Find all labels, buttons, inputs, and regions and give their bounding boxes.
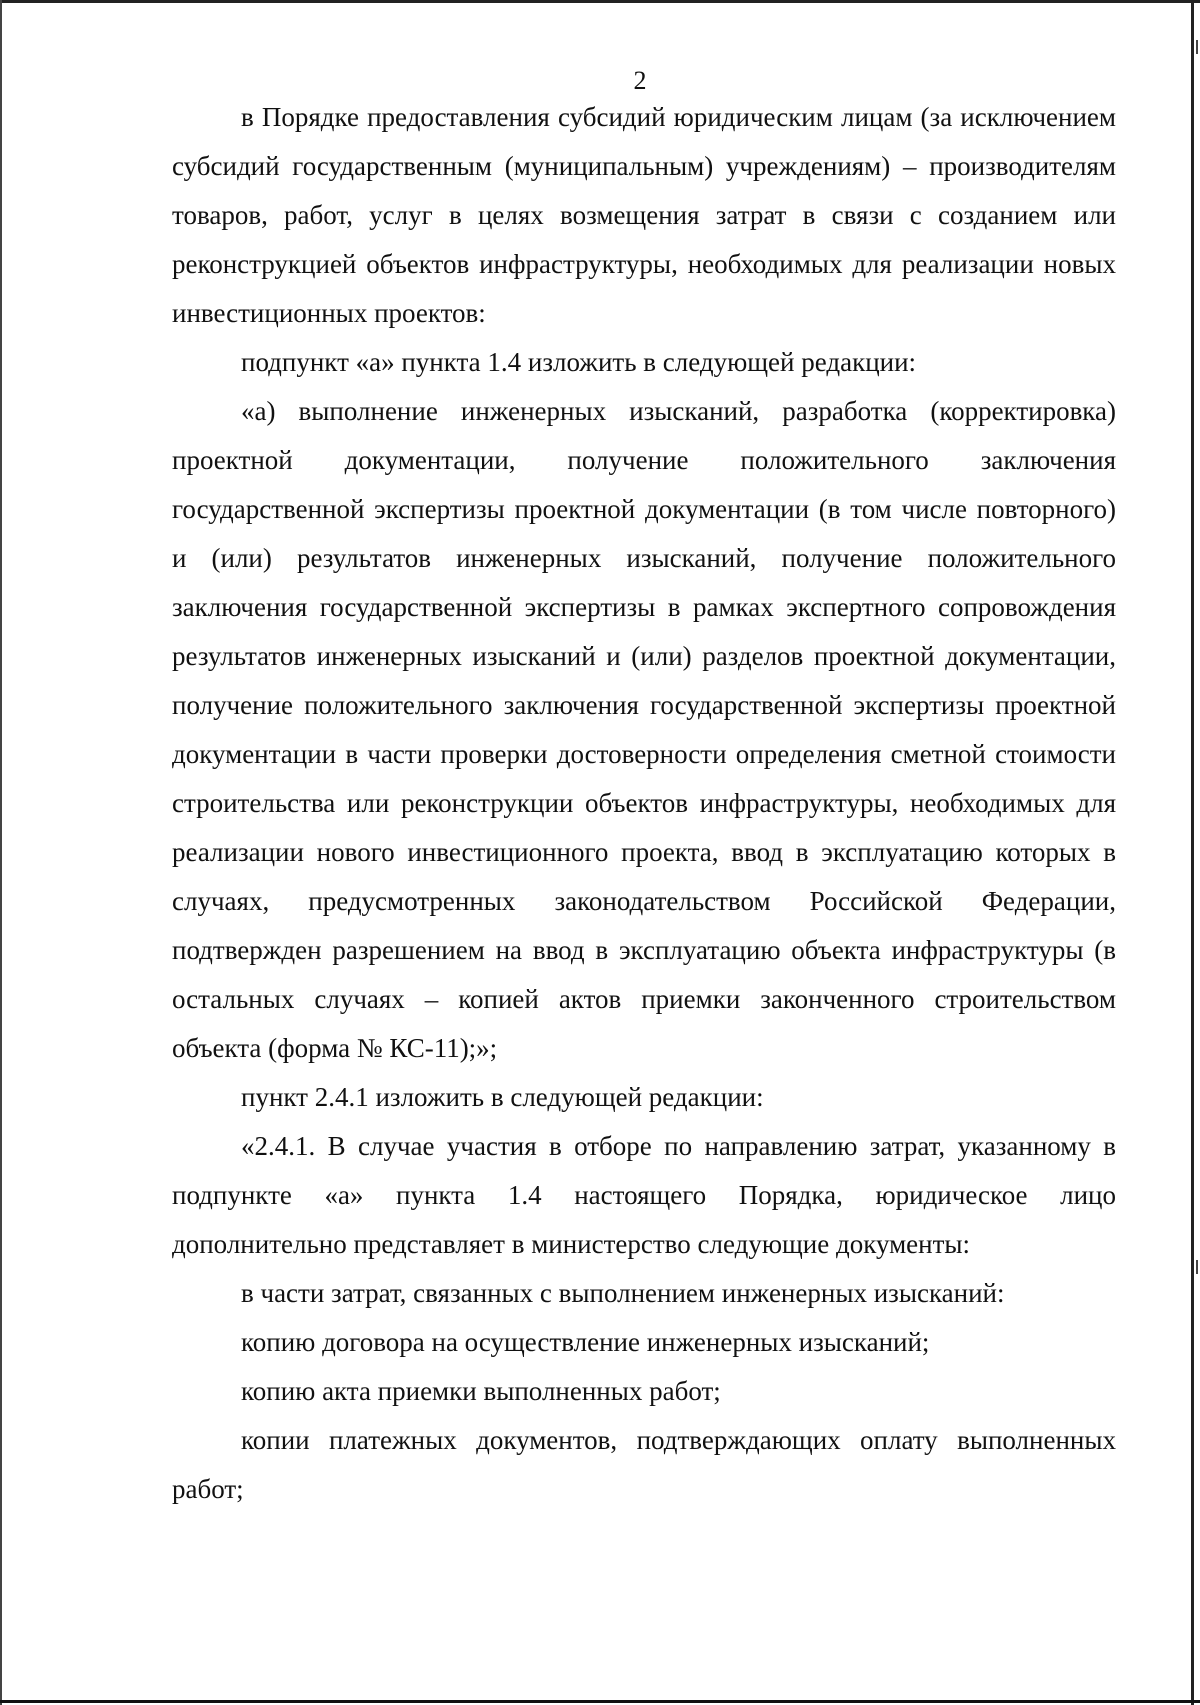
paragraph-act-copy: копию акта приемки выполненных работ;: [241, 1376, 721, 1406]
paragraph-payment-docs: копии платежных документов, подтверждающих оплату выполненных работ;: [172, 1425, 1116, 1504]
paragraph-intro: в Порядке предоставления субсидий юридическим лицам (за исключением субсидий государственным (муниципальным) учреждениям) – производителям товаров, работ, услуг в целях возмещения затрат в связи с созданием или реконструкцией объектов инфраструктуры, необходимых для реализации новых инвестиционных проектов:: [172, 102, 1116, 328]
scan-mark: [1196, 40, 1198, 54]
paragraph-point-241-text: «2.4.1. В случае участия в отборе по направлению затрат, указанному в подпункте «а» пункта 1.4 настоящего Порядка, юридическое лицо дополнительно представляет в министерство следующие документы:: [172, 1131, 1116, 1259]
paragraph-subpoint-a-text: «а) выполнение инженерных изысканий, разработка (корректировка) проектной документации, получение положительного заключения государственной экспертизы проектной документации (в том числе повторного) и (или) результатов инженерных изысканий, получение положительного заключения государственной экспертизы в рамках экспертного сопровождения результатов инженерных изысканий и (или) разделов проектной документации, получение положительного заключения государственной экспертизы проектной документации в части проверки достоверности определения сметной стоимости строительства или реконструкции объектов инфраструктуры, необходимых для реализации нового инвестиционного проекта, ввод в эксплуатацию которых в случаях, предусмотренных законодательством Российской Федерации, подтвержден разрешением на ввод в эксплуатацию объекта инфраструктуры (в остальных случаях – копией актов приемки законченного строительством объекта (форма № КС-11);»;: [172, 396, 1116, 1063]
paragraph-subpoint-a-intro: подпункт «а» пункта 1.4 изложить в следующей редакции:: [241, 347, 917, 377]
page-number: 2: [633, 66, 647, 95]
document-body: [172, 93, 1116, 1514]
scan-edge-left: [0, 0, 2, 1705]
scan-mark: [1196, 1260, 1198, 1274]
scan-edge-right: [1191, 0, 1194, 1705]
paragraph-point-241-intro: пункт 2.4.1 изложить в следующей редакции:: [241, 1082, 764, 1112]
scan-edge-bottom: [0, 1700, 1200, 1703]
scan-edge-top: [0, 0, 1200, 3]
paragraph-contract-copy: копию договора на осуществление инженерных изысканий;: [241, 1327, 930, 1357]
paragraph-survey-costs: в части затрат, связанных с выполнением инженерных изысканий:: [241, 1278, 1005, 1308]
